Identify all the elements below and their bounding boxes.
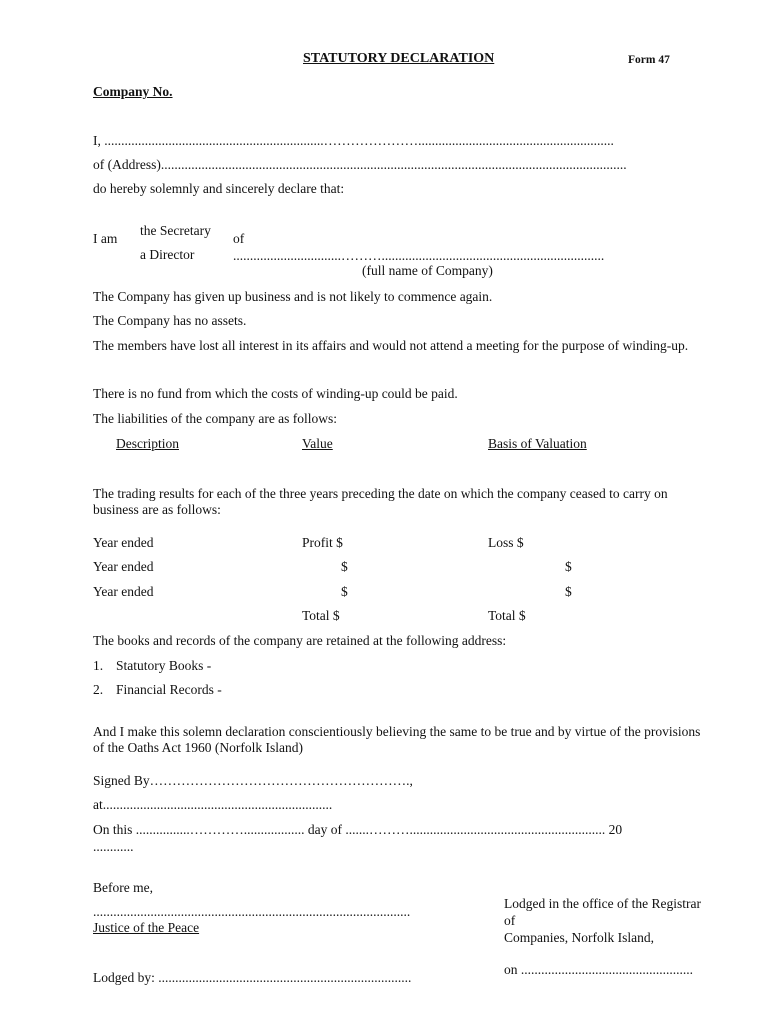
lodged-office-text: Companies, Norfolk Island, (504, 930, 654, 945)
company-no-label: Company No. (93, 84, 173, 99)
total-loss-cell[interactable]: Total $ (488, 608, 526, 623)
profit-cell[interactable]: $ (341, 584, 348, 599)
declarant-address-line[interactable]: of (Address).......................................................................................................................................... (93, 157, 627, 172)
loss-cell[interactable]: $ (565, 559, 572, 574)
date-line-continuation[interactable]: ............ (93, 839, 134, 854)
company-name-line[interactable]: ................................……….................................................................. (233, 248, 605, 263)
records-item-number: 2. (93, 682, 104, 697)
statement-no-fund: There is no fund from which the costs of winding-up could be paid. (93, 386, 458, 401)
year-ended-label: Year ended (93, 584, 154, 599)
justice-of-the-peace-label: Justice of the Peace (93, 920, 200, 935)
signed-at-line[interactable]: at.................................................................... (93, 797, 333, 812)
form-number: Form 47 (628, 54, 670, 66)
financial-records-field[interactable]: Financial Records - (116, 682, 222, 697)
document-title: STATUTORY DECLARATION (303, 51, 495, 66)
declare-text: do hereby solemnly and sincerely declare that: (93, 181, 345, 196)
loss-cell[interactable]: $ (565, 584, 572, 599)
solemn-declaration-text: And I make this solemn declaration conscientiously believing the same to be true and by virtue of the provisions of the Oaths Act 1960 (Norfolk Island) (93, 724, 701, 755)
of-label: of (233, 231, 245, 246)
records-intro: The books and records of the company are retained at the following address: (93, 633, 507, 648)
role-option-secretary[interactable]: the Secretary (140, 223, 211, 238)
lodged-on-date-line[interactable]: on ................................................... (504, 962, 693, 977)
liabilities-header-description: Description (116, 436, 179, 451)
company-name-caption: (full name of Company) (362, 263, 493, 278)
total-profit-cell[interactable]: Total $ (302, 608, 340, 623)
before-me-label: Before me, (93, 880, 153, 895)
declarant-name-line[interactable]: I, .................................................................………………….......................................................... (93, 133, 614, 148)
year-ended-label: Year ended (93, 559, 154, 574)
records-item-number: 1. (93, 658, 104, 673)
statutory-books-field[interactable]: Statutory Books - (116, 658, 212, 673)
loss-cell[interactable]: Loss $ (488, 535, 524, 550)
role-option-director[interactable]: a Director (140, 247, 195, 262)
signed-by-line[interactable]: Signed By…………………………………………………., (93, 773, 413, 788)
liabilities-header-basis: Basis of Valuation (488, 436, 587, 451)
profit-cell[interactable]: $ (341, 559, 348, 574)
year-ended-label: Year ended (93, 535, 154, 550)
statement-members-lost-interest: The members have lost all interest in its affairs and would not attend a meeting for the purpose of winding-up. (93, 338, 689, 353)
lodged-by-line[interactable]: Lodged by: ........................................................................... (93, 970, 412, 985)
profit-cell[interactable]: Profit $ (302, 535, 343, 550)
justice-signature-line[interactable]: .............................................................................................. (93, 904, 411, 919)
lodged-office-text: of (504, 913, 516, 928)
liabilities-header-value: Value (302, 436, 333, 451)
lodged-office-text: Lodged in the office of the Registrar (504, 896, 701, 911)
statement-given-up-business: The Company has given up business and is not likely to commence again. (93, 289, 493, 304)
i-am-label: I am (93, 231, 118, 246)
date-line[interactable]: On this ................………….................. day of .......……….......................................................... 20 (93, 822, 623, 837)
statement-liabilities: The liabilities of the company are as follows: (93, 411, 338, 426)
statement-no-assets: The Company has no assets. (93, 313, 247, 328)
trading-results-intro: The trading results for each of the three years preceding the date on which the company ceased to carry on business are as follows: (93, 486, 668, 517)
